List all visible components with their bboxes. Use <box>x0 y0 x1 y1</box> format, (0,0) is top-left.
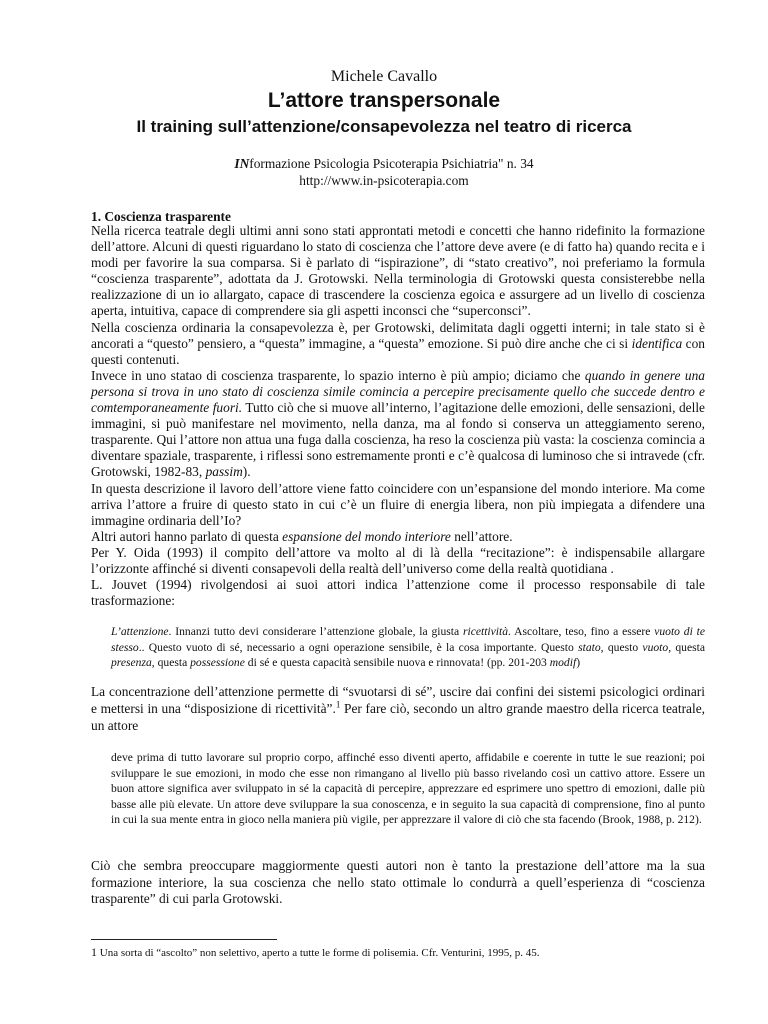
journal-url: http://www.in-psicoterapia.com <box>299 173 469 188</box>
footnote <box>91 945 705 960</box>
paragraph-3-text: Invece in uno statao di coscienza trasparente, lo spazio interno è più ampio; diciamo che <box>91 367 585 383</box>
document-subtitle: Il training sull’attenzione/consapevolezza nel teatro di ricerca <box>136 117 632 136</box>
paragraph-concentration-text: La concentrazione dell’attenzione permette di “svuotarsi di sé”, uscire dai confini dei sistemi psicologici ordinari e mettersi in una “disposizione di ricettività”. <box>91 684 705 716</box>
journal-name: formazione Psicologia Psicoterapia Psichiatria" n. 34 <box>249 156 534 171</box>
journal-prefix: IN <box>234 156 250 171</box>
quote-1-text-4: , questo <box>600 640 643 654</box>
quote-1-italic-3: vuoto di te stesso <box>111 625 705 654</box>
quote-1-text-1: . Innanzi tutto devi considerare l’attenzione globale, la giusta <box>168 625 463 638</box>
quote-1-text-8: ) <box>576 656 581 670</box>
paragraph-5-text-end: nell’attore. <box>450 528 513 544</box>
quote-1-italic-4: stato <box>578 640 601 654</box>
paragraph-concentration-text-end: Per fare ciò, secondo un altro grande maestro della ricerca teatrale, un attore <box>91 701 705 733</box>
paragraph-5-text: Altri autori hanno parlato di questa <box>91 528 283 544</box>
quote-1-text-2: . Ascoltare, teso, fino a essere <box>508 625 655 638</box>
paragraph-concentration <box>91 683 705 734</box>
paragraph-4: In questa descrizione il lavoro dell’attore viene fatto coincidere con un’espansione del mondo interiore. Ma come arriva l’attore a fruire di questo stato in cui c’è un fluire di energia libera, non più impiegata a difendere una immagine ordinaria dell’Io? <box>91 480 705 528</box>
quote-1-text-3: .. Questo vuoto di sé, necessario a ogni operazione sensibile, è la cosa importante. Questo <box>138 640 579 654</box>
paragraph-3-text-mid: Tutto ciò che si muove all’interno, l’agitazione delle emozioni, delle sensazioni, delle immagini, si può manifestare nel movimento, nella danza, ma al fondo si conserva un atteggiamento sereno, trasparente. Qui l’attore non attua una fuga dalla coscienza, ha reso la coscienza più vasta: la coscienza comincia a diventare spaziale, trasparente, i riflessi sono estremamente pronti e c’è qualcosa di luminoso che si intravede (cfr. Grotowski, 1982-83, <box>91 400 705 480</box>
quote-1-italic-8: modif <box>549 656 577 670</box>
paragraph-5 <box>91 529 705 545</box>
quote-1-italic-2: ricettività <box>462 625 509 638</box>
footnote-number: 1 <box>91 945 97 959</box>
quote-1-italic-6: presenza <box>111 656 152 670</box>
paragraph-conclusion: Ciò che sembra preoccupare maggiormente questi autori non è tanto la prestazione dell’attore ma la sua formazione interiore, la sua coscienza che nello stato ottimale lo condurrà a quell’esperienza di “coscienza trasparente” di cui parla Grotowski. <box>91 858 705 906</box>
paragraph-3 <box>91 368 705 481</box>
document-title: L’attore transpersonale <box>267 89 501 112</box>
paragraph-2-italic: identifica <box>631 335 683 351</box>
journal-line <box>0 155 768 172</box>
paragraph-7: L. Jouvet (1994) rivolgendosi ai suoi attori indica l’attenzione come il processo responsabile di tale trasformazione: <box>91 577 705 609</box>
paragraph-2-text-end: con questi contenuti. <box>91 335 705 367</box>
paragraph-3-italic-passim: passim <box>205 464 243 480</box>
paragraph-2-text: Nella coscienza ordinaria la consapevolezza è, per Grotowski, delimitata dagli oggetti interni; in tale stato si è ancorati a “questo” pensiero, a “questa” immagine, a “questa” emozione. Si può dire anche che ci si <box>91 319 705 351</box>
quote-1-italic-5: vuoto <box>642 640 669 654</box>
paragraph-5-italic: espansione del mondo interiore <box>282 528 451 544</box>
quote-1-text-5: , questa <box>668 640 705 654</box>
paragraph-2 <box>91 320 705 368</box>
quote-1-text-7: di sé e questa capacità sensibile nuova e rinnovata! (pp. 201-203 <box>244 656 550 670</box>
quote-1-italic-7: possessione <box>190 656 245 670</box>
footnote-text: Una sorta di “ascolto” non selettivo, aperto a tutte le forme di polisemia. Cfr. Venturini, 1995, p. 45. <box>97 947 540 959</box>
block-quote-brook: deve prima di tutto lavorare sul proprio corpo, affinché esso diventi aperto, affidabile e coerente in tutte le sue reazioni; poi sviluppare le sue emozioni, in modo che esse non rimangano al livello più basso rivelando così un cattivo attore. Essere un buon attore significa aver sviluppato in sé la capacità di percepire, apprezzare ed esprimere uno spettro di emozioni, dalle più basse alle più elevate. Un attore deve sviluppare la sua conoscenza, e in seguito la sua capacità di comprensione, fino al punto in cui la sua mente entra in gioco nella maniera più vigile, per apprezzare il valore di ciò che sta facendo (Brook, 1988, p. 212). <box>111 751 705 827</box>
quote-1-text-6: , questa <box>151 656 191 670</box>
source-info <box>0 155 768 189</box>
paragraph-1: Nella ricerca teatrale degli ultimi anni sono stati approntati metodi e concetti che hanno ridefinito la formazione dell’attore. Alcuni di questi riguardano lo stato di coscienza che l’attore deve avere (e di fatto ha) quando recita e i modi per favorire la sua comparsa. Si è parlato di “ispirazione”, di “stato creativo”, noi preferiamo la formula “coscienza trasparente”, adottata da J. Grotowski. Nella terminologia di Grotowski questa consisterebbe nella realizzazione di un io allargato, capace di trascendere la coscienza egoica e assurgere ad un livello di coscienza aperta, intuitiva, capace di comprendere sia gli aspetti inconsci che “superconsci”. <box>91 223 705 319</box>
quote-1-italic-1: L’attenzione <box>111 625 169 638</box>
footnote-divider <box>91 939 277 940</box>
paragraph-3-text-end: ). <box>242 464 251 480</box>
section-heading: 1. Coscienza trasparente <box>91 209 231 224</box>
block-quote-jouvet <box>111 624 705 671</box>
paragraph-3-italic: quando in genere una persona si trova in uno stato di coscienza simile comincia a percepire precisamente quello che succede dentro e comtemporaneamente fuori. <box>91 367 706 416</box>
section-body <box>91 223 705 609</box>
author-name: Michele Cavallo <box>330 68 438 85</box>
footnote-reference[interactable]: 1 <box>335 699 341 710</box>
paragraph-6: Per Y. Oida (1993) il compito dell’attore va molto al di là della “recitazione”: è indispensabile allargare l’orizzonte affinché si diventi consapevoli della realtà dell’universo come della realtà quotidiana . <box>91 544 705 576</box>
